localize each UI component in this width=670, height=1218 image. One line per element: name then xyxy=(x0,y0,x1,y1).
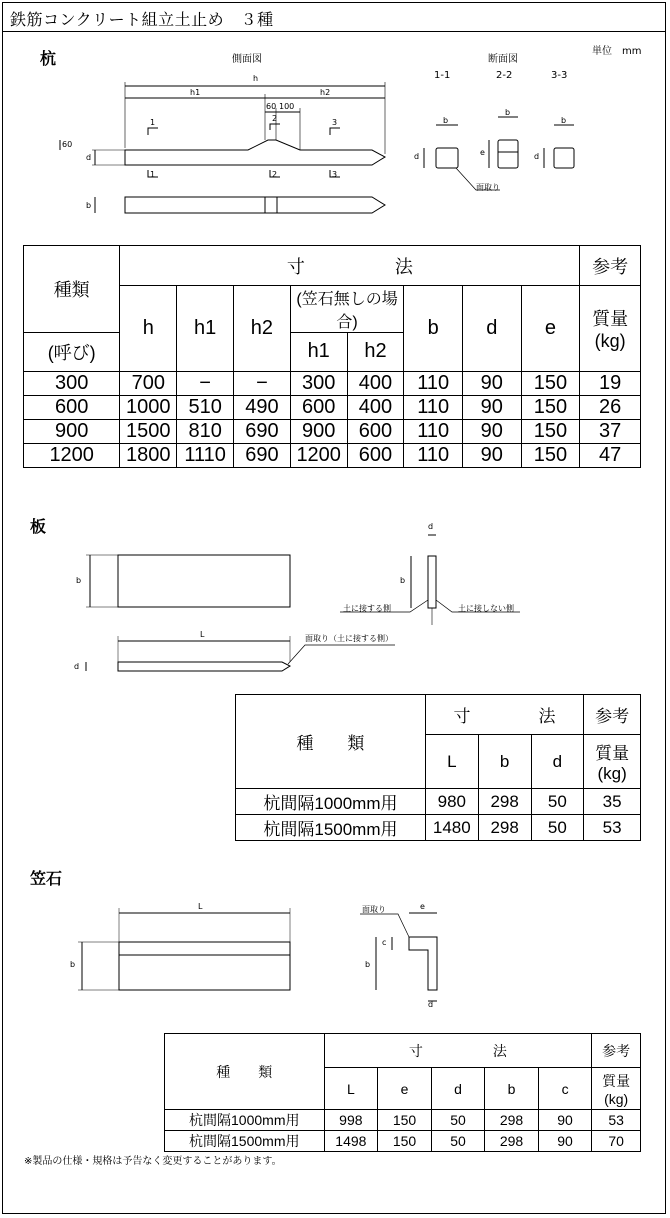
pile-cell: 1200 xyxy=(24,443,120,467)
pile-cell: 900 xyxy=(24,419,120,443)
pile-h-col: h xyxy=(120,286,177,371)
plate-side-b-label: b xyxy=(400,576,406,585)
pile-d-col: d xyxy=(463,286,522,371)
pile-cell: 600 xyxy=(347,419,404,443)
pile-dims-header: 寸 法 xyxy=(120,246,580,286)
pile-cell: 400 xyxy=(347,371,404,395)
cap-e-label: e xyxy=(420,902,425,911)
cap-d-col: d xyxy=(431,1068,484,1110)
cap-row xyxy=(165,1110,641,1131)
marker-3-top-label: 3 xyxy=(332,118,338,127)
pile-type-header: 種類 xyxy=(24,246,120,333)
pile-cell: 900 xyxy=(290,419,347,443)
plate-cell: 980 xyxy=(425,789,478,815)
plate-side-section xyxy=(428,556,436,608)
plate-cell: 53 xyxy=(584,815,641,841)
page-title: 鉄筋コンクリート組立土止め ３種 xyxy=(10,10,274,29)
pile-cell: 90 xyxy=(463,371,522,395)
dim-label-b: b xyxy=(86,201,92,210)
pile-cell: 690 xyxy=(234,419,291,443)
pile-cell: 90 xyxy=(463,395,522,419)
pile-cell: 1800 xyxy=(120,443,177,467)
plate-row xyxy=(236,815,641,841)
pile-cell: 150 xyxy=(521,395,580,419)
plate-L-label: L xyxy=(200,630,205,639)
plate-ref-header: 参考 xyxy=(584,695,641,735)
pile-h1-col: h1 xyxy=(177,286,234,371)
cap-front-view xyxy=(119,942,290,990)
section-marker-2-top xyxy=(270,124,280,130)
pile-cell: 1000 xyxy=(120,395,177,419)
pile-cell: 600 xyxy=(24,395,120,419)
marker-2-top-label: 2 xyxy=(272,114,278,123)
pile-cell: 110 xyxy=(404,443,463,467)
pile-row xyxy=(24,443,641,467)
plate-cell: 杭間隔1500mm用 xyxy=(236,815,426,841)
cap-L-label: L xyxy=(198,902,203,911)
cap-dimension-table xyxy=(164,1033,641,1152)
plate-dimension-table xyxy=(235,694,641,841)
plate-cell: 35 xyxy=(584,789,641,815)
plate-row xyxy=(236,789,641,815)
pile-ref-header: 参考 xyxy=(580,246,641,286)
pile-cell: 110 xyxy=(404,419,463,443)
pile-type-sub-header: (呼び) xyxy=(24,333,120,371)
pile-bottom-view-outline xyxy=(125,197,385,213)
footnote: ※製品の仕様・規格は予告なく変更することがあります。 xyxy=(24,1156,282,1167)
cap-chamfer-label: 面取り xyxy=(362,905,386,914)
dim-label-100: 100 xyxy=(279,102,295,111)
cap-L-col: L xyxy=(324,1068,378,1110)
pile-chamfer-label: 面取り xyxy=(476,183,500,192)
pile-e-col: e xyxy=(521,286,580,371)
pile-cell: 150 xyxy=(521,419,580,443)
cap-chamfer-leader xyxy=(360,914,409,937)
plate-chamfer-leader xyxy=(288,645,395,664)
pile-b-col: b xyxy=(404,286,463,371)
plate-front-view xyxy=(118,555,290,607)
plate-mass-label: 質量 xyxy=(595,744,630,763)
pile-section-title: 杭 xyxy=(40,49,57,68)
plate-cell: 50 xyxy=(531,789,584,815)
plate-cell: 50 xyxy=(531,815,584,841)
pile-cell: 90 xyxy=(463,443,522,467)
pile-mass-label: 質量 xyxy=(592,308,629,329)
pile-dimension-table xyxy=(23,245,641,468)
pile-cell: 300 xyxy=(24,371,120,395)
plate-chamfer-note: 面取り（土に接する側） xyxy=(305,634,393,643)
pile-cell: 690 xyxy=(234,443,291,467)
cap-cell: 杭間隔1500mm用 xyxy=(165,1131,325,1152)
pile-cell: 110 xyxy=(404,395,463,419)
pile-cell: 600 xyxy=(290,395,347,419)
pile-kg-label: (kg) xyxy=(594,330,626,351)
cap-cell: 50 xyxy=(431,1110,484,1131)
cap-mass-header xyxy=(592,1068,641,1110)
dim-label-h: h xyxy=(253,74,259,83)
cap-b-label: b xyxy=(70,960,76,969)
dim-label-60-vertical: 60 xyxy=(62,140,73,149)
cap-cross-section xyxy=(409,937,437,990)
pile-nc-h1-col: h1 xyxy=(290,333,347,371)
cap-cell: 53 xyxy=(592,1110,641,1131)
pile-cell: 1200 xyxy=(290,443,347,467)
section-marker-3-top xyxy=(330,128,340,135)
plate-dims-header: 寸 法 xyxy=(425,695,583,735)
cs1-b-label: b xyxy=(443,116,449,125)
section-marker-1-top xyxy=(148,128,158,135)
cross-section-1-1 xyxy=(436,148,458,168)
pile-cell: 110 xyxy=(404,371,463,395)
pile-nc-h2-col: h2 xyxy=(347,333,404,371)
plate-cell: 298 xyxy=(478,815,531,841)
pile-cell: 1110 xyxy=(177,443,234,467)
cs1-d-label: d xyxy=(414,152,420,161)
plate-mass-header xyxy=(584,735,641,789)
pile-cell: 47 xyxy=(580,443,641,467)
pile-cell: 810 xyxy=(177,419,234,443)
pile-mass-header xyxy=(580,286,641,371)
pile-cell: 19 xyxy=(580,371,641,395)
cap-section-b-label: b xyxy=(365,960,371,969)
plate-b-label: b xyxy=(76,576,82,585)
cap-cell: 998 xyxy=(324,1110,378,1131)
plate-cell: 298 xyxy=(478,789,531,815)
plate-top-view xyxy=(118,662,290,671)
pile-h2-col: h2 xyxy=(234,286,291,371)
plate-kg-label: (kg) xyxy=(597,764,627,783)
cs3-d-label: d xyxy=(534,152,540,161)
pile-cross-section-label: 断面図 xyxy=(488,54,518,65)
cap-mass-label: 質量 xyxy=(602,1072,631,1089)
cross-section-3-3 xyxy=(554,148,574,168)
cap-cell: 90 xyxy=(538,1110,591,1131)
cap-type-header: 種 類 xyxy=(165,1034,325,1110)
pile-side-view-outline xyxy=(125,140,385,165)
cap-d-label: d xyxy=(428,1000,434,1009)
marker-1-bottom-label: 1 xyxy=(150,170,156,179)
plate-section-title: 板 xyxy=(30,517,47,536)
dim-label-h1: h1 xyxy=(190,88,201,97)
pile-cell: 490 xyxy=(234,395,291,419)
pile-cell: − xyxy=(234,371,291,395)
cap-cell: 50 xyxy=(431,1131,484,1152)
cap-b-col: b xyxy=(485,1068,539,1110)
pile-cell: 150 xyxy=(521,371,580,395)
cap-c-col: c xyxy=(538,1068,591,1110)
cs2-b-label: b xyxy=(505,108,511,117)
cap-row xyxy=(165,1131,641,1152)
cap-kg-label: (kg) xyxy=(604,1090,629,1107)
cs3-b-label: b xyxy=(561,116,567,125)
pile-cell: 26 xyxy=(580,395,641,419)
unit-label: 単位 mm xyxy=(592,46,642,57)
plate-side-d-label: d xyxy=(428,522,434,531)
pile-side-view-label: 側面図 xyxy=(232,54,262,65)
cap-cell: 70 xyxy=(592,1131,641,1152)
pile-no-cap-header: (笠石無しの場合) xyxy=(290,286,404,333)
pile-cell: 510 xyxy=(177,395,234,419)
dim-label-60: 60 xyxy=(266,102,277,111)
pile-row xyxy=(24,419,641,443)
marker-2-bottom-label: 2 xyxy=(272,170,278,179)
pile-cell: 150 xyxy=(521,443,580,467)
marker-1-top-label: 1 xyxy=(150,118,156,127)
cap-cell: 150 xyxy=(378,1131,432,1152)
plate-b-col: b xyxy=(478,735,531,789)
section-mark-3-3: 3-3 xyxy=(551,70,568,81)
cap-cell: 90 xyxy=(538,1131,591,1152)
pile-cell: 90 xyxy=(463,419,522,443)
plate-d-label: d xyxy=(74,662,80,671)
pile-row xyxy=(24,395,641,419)
section-mark-1-1: 1-1 xyxy=(434,70,451,81)
cap-cell: 杭間隔1000mm用 xyxy=(165,1110,325,1131)
plate-cell: 杭間隔1000mm用 xyxy=(236,789,426,815)
cap-cell: 1498 xyxy=(324,1131,378,1152)
pile-cell: 700 xyxy=(120,371,177,395)
cap-cell: 298 xyxy=(485,1131,539,1152)
plate-cell: 1480 xyxy=(425,815,478,841)
dim-label-d: d xyxy=(86,153,92,162)
pile-cell: 300 xyxy=(290,371,347,395)
plate-d-col: d xyxy=(531,735,584,789)
pile-cell: 600 xyxy=(347,443,404,467)
cs2-e-label: e xyxy=(480,148,485,157)
pile-row xyxy=(24,371,641,395)
cap-cell: 298 xyxy=(485,1110,539,1131)
cap-e-col: e xyxy=(378,1068,432,1110)
cap-ref-header: 参考 xyxy=(592,1034,641,1068)
dim-label-h2: h2 xyxy=(320,88,331,97)
cap-cell: 150 xyxy=(378,1110,432,1131)
cap-section-title: 笠石 xyxy=(30,869,63,888)
plate-type-header: 種 類 xyxy=(236,695,426,789)
plate-L-col: L xyxy=(425,735,478,789)
pile-cell: 1500 xyxy=(120,419,177,443)
cap-dims-header: 寸 法 xyxy=(324,1034,592,1068)
pile-cell: 37 xyxy=(580,419,641,443)
cap-c-label: c xyxy=(382,938,387,947)
plate-non-soil-side-label: 土に接しない側 xyxy=(458,604,514,613)
marker-3-bottom-label: 3 xyxy=(332,170,338,179)
section-mark-2-2: 2-2 xyxy=(496,70,513,81)
plate-soil-side-label: 土に接する側 xyxy=(343,604,391,613)
cross-section-2-2 xyxy=(498,140,518,168)
pile-cell: − xyxy=(177,371,234,395)
pile-cell: 400 xyxy=(347,395,404,419)
